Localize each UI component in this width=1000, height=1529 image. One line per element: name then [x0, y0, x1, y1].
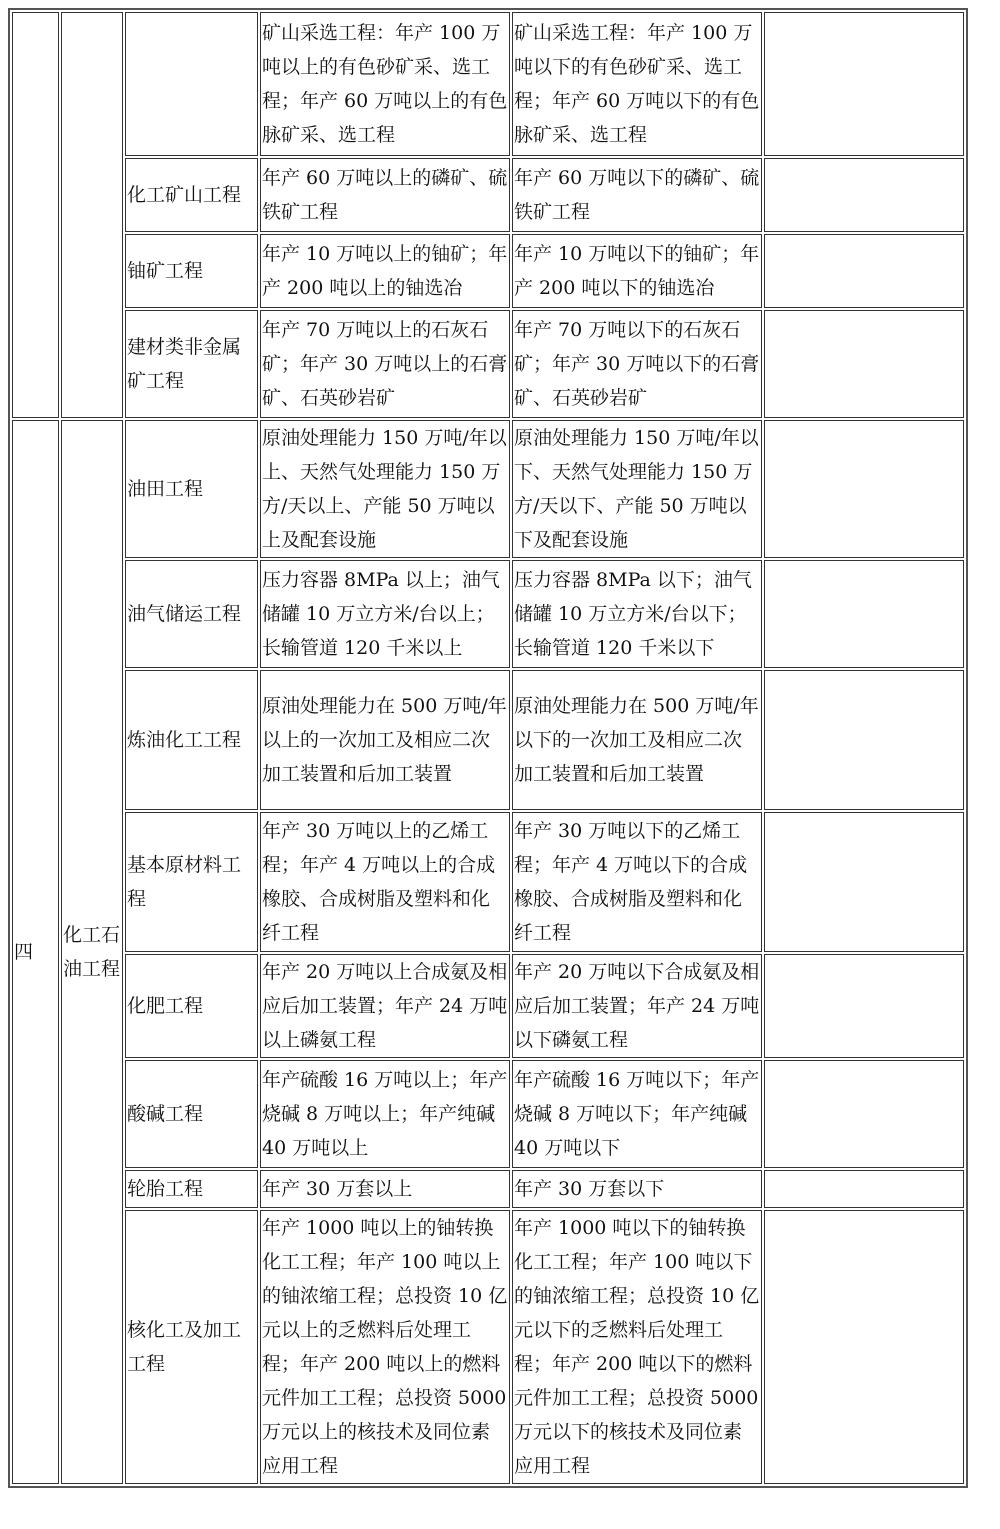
- table-row: [12, 560, 964, 668]
- project-name: 基本原材料工程: [125, 812, 258, 952]
- note-cell: [764, 12, 964, 156]
- note-cell: [764, 234, 964, 308]
- large-scale-criteria: 年产 30 万吨以上的乙烯工程；年产 4 万吨以上的合成橡胶、合成树脂及塑料和化纤工程: [260, 812, 510, 952]
- note-cell: [764, 812, 964, 952]
- project-name: 炼油化工工程: [125, 670, 258, 810]
- note-cell: [764, 420, 964, 558]
- table-row: [12, 12, 964, 156]
- project-name: 轮胎工程: [125, 1170, 258, 1208]
- large-scale-criteria: 矿山采选工程：年产 100 万吨以上的有色砂矿采、选工程；年产 60 万吨以上的有色脉矿采、选工程: [260, 12, 510, 156]
- table-row: [12, 1210, 964, 1484]
- note-cell: [764, 560, 964, 668]
- table-row: [12, 1170, 964, 1208]
- project-name: 化肥工程: [125, 954, 258, 1058]
- note-cell: [764, 670, 964, 810]
- large-scale-criteria: 年产 30 万套以上: [260, 1170, 510, 1208]
- engineering-scale-table: [8, 8, 968, 1488]
- note-cell: [764, 954, 964, 1058]
- project-name: 油气储运工程: [125, 560, 258, 668]
- large-scale-criteria: 年产 60 万吨以上的磷矿、硫铁矿工程: [260, 158, 510, 232]
- large-scale-criteria: 年产 10 万吨以上的铀矿；年产 200 吨以上的铀选冶: [260, 234, 510, 308]
- project-name: 油田工程: [125, 420, 258, 558]
- table-row: [12, 670, 964, 810]
- table-row: [12, 310, 964, 418]
- medium-scale-criteria: 年产 1000 吨以下的铀转换化工工程；年产 100 吨以下的铀浓缩工程；总投资 10 亿元以下的乏燃料后处理工程；年产 200 吨以下的燃料元件加工工程；总投资 5000 万元以下的核技术及同位素应用工程: [512, 1210, 762, 1484]
- table-row: [12, 234, 964, 308]
- table-row: [12, 812, 964, 952]
- project-name: 铀矿工程: [125, 234, 258, 308]
- medium-scale-criteria: 矿山采选工程：年产 100 万吨以下的有色砂矿采、选工程；年产 60 万吨以下的有色脉矿采、选工程: [512, 12, 762, 156]
- note-cell: [764, 158, 964, 232]
- medium-scale-criteria: 年产 60 万吨以下的磷矿、硫铁矿工程: [512, 158, 762, 232]
- section-number: 四: [12, 420, 59, 1484]
- note-cell: [764, 310, 964, 418]
- section-category: 化工石油工程: [61, 420, 123, 1484]
- medium-scale-criteria: 年产 10 万吨以下的铀矿；年产 200 吨以下的铀选冶: [512, 234, 762, 308]
- large-scale-criteria: 原油处理能力 150 万吨/年以上、天然气处理能力 150 万方/天以上、产能 50 万吨以上及配套设施: [260, 420, 510, 558]
- large-scale-criteria: 年产 20 万吨以上合成氨及相应后加工装置；年产 24 万吨以上磷氨工程: [260, 954, 510, 1058]
- note-cell: [764, 1210, 964, 1484]
- large-scale-criteria: 原油处理能力在 500 万吨/年以上的一次加工及相应二次加工装置和后加工装置: [260, 670, 510, 810]
- medium-scale-criteria: 压力容器 8MPa 以下；油气储罐 10 万立方米/台以下；长输管道 120 千米以下: [512, 560, 762, 668]
- large-scale-criteria: 年产 1000 吨以上的铀转换化工工程；年产 100 吨以上的铀浓缩工程；总投资 10 亿元以上的乏燃料后处理工程；年产 200 吨以上的燃料元件加工工程；总投资 5000 万元以上的核技术及同位素应用工程: [260, 1210, 510, 1484]
- note-cell: [764, 1060, 964, 1168]
- medium-scale-criteria: 年产 70 万吨以下的石灰石矿；年产 30 万吨以下的石膏矿、石英砂岩矿: [512, 310, 762, 418]
- table-row: [12, 420, 964, 558]
- table-row: [12, 954, 964, 1058]
- medium-scale-criteria: 原油处理能力在 500 万吨/年以下的一次加工及相应二次加工装置和后加工装置: [512, 670, 762, 810]
- project-name: 酸碱工程: [125, 1060, 258, 1168]
- large-scale-criteria: 年产硫酸 16 万吨以上；年产烧碱 8 万吨以上；年产纯碱 40 万吨以上: [260, 1060, 510, 1168]
- medium-scale-criteria: 年产 20 万吨以下合成氨及相应后加工装置；年产 24 万吨以下磷氨工程: [512, 954, 762, 1058]
- medium-scale-criteria: 年产 30 万套以下: [512, 1170, 762, 1208]
- large-scale-criteria: 年产 70 万吨以上的石灰石矿；年产 30 万吨以上的石膏矿、石英砂岩矿: [260, 310, 510, 418]
- table-row: [12, 158, 964, 232]
- category-cell: [61, 12, 123, 418]
- project-name: 化工矿山工程: [125, 158, 258, 232]
- project-name: 建材类非金属矿工程: [125, 310, 258, 418]
- project-name: 核化工及加工工程: [125, 1210, 258, 1484]
- medium-scale-criteria: 年产硫酸 16 万吨以下；年产烧碱 8 万吨以下；年产纯碱 40 万吨以下: [512, 1060, 762, 1168]
- note-cell: [764, 1170, 964, 1208]
- project-name: [125, 12, 258, 156]
- medium-scale-criteria: 原油处理能力 150 万吨/年以下、天然气处理能力 150 万方/天以下、产能 50 万吨以下及配套设施: [512, 420, 762, 558]
- table-row: [12, 1060, 964, 1168]
- large-scale-criteria: 压力容器 8MPa 以上；油气储罐 10 万立方米/台以上；长输管道 120 千米以上: [260, 560, 510, 668]
- medium-scale-criteria: 年产 30 万吨以下的乙烯工程；年产 4 万吨以下的合成橡胶、合成树脂及塑料和化纤工程: [512, 812, 762, 952]
- seq-cell: [12, 12, 59, 418]
